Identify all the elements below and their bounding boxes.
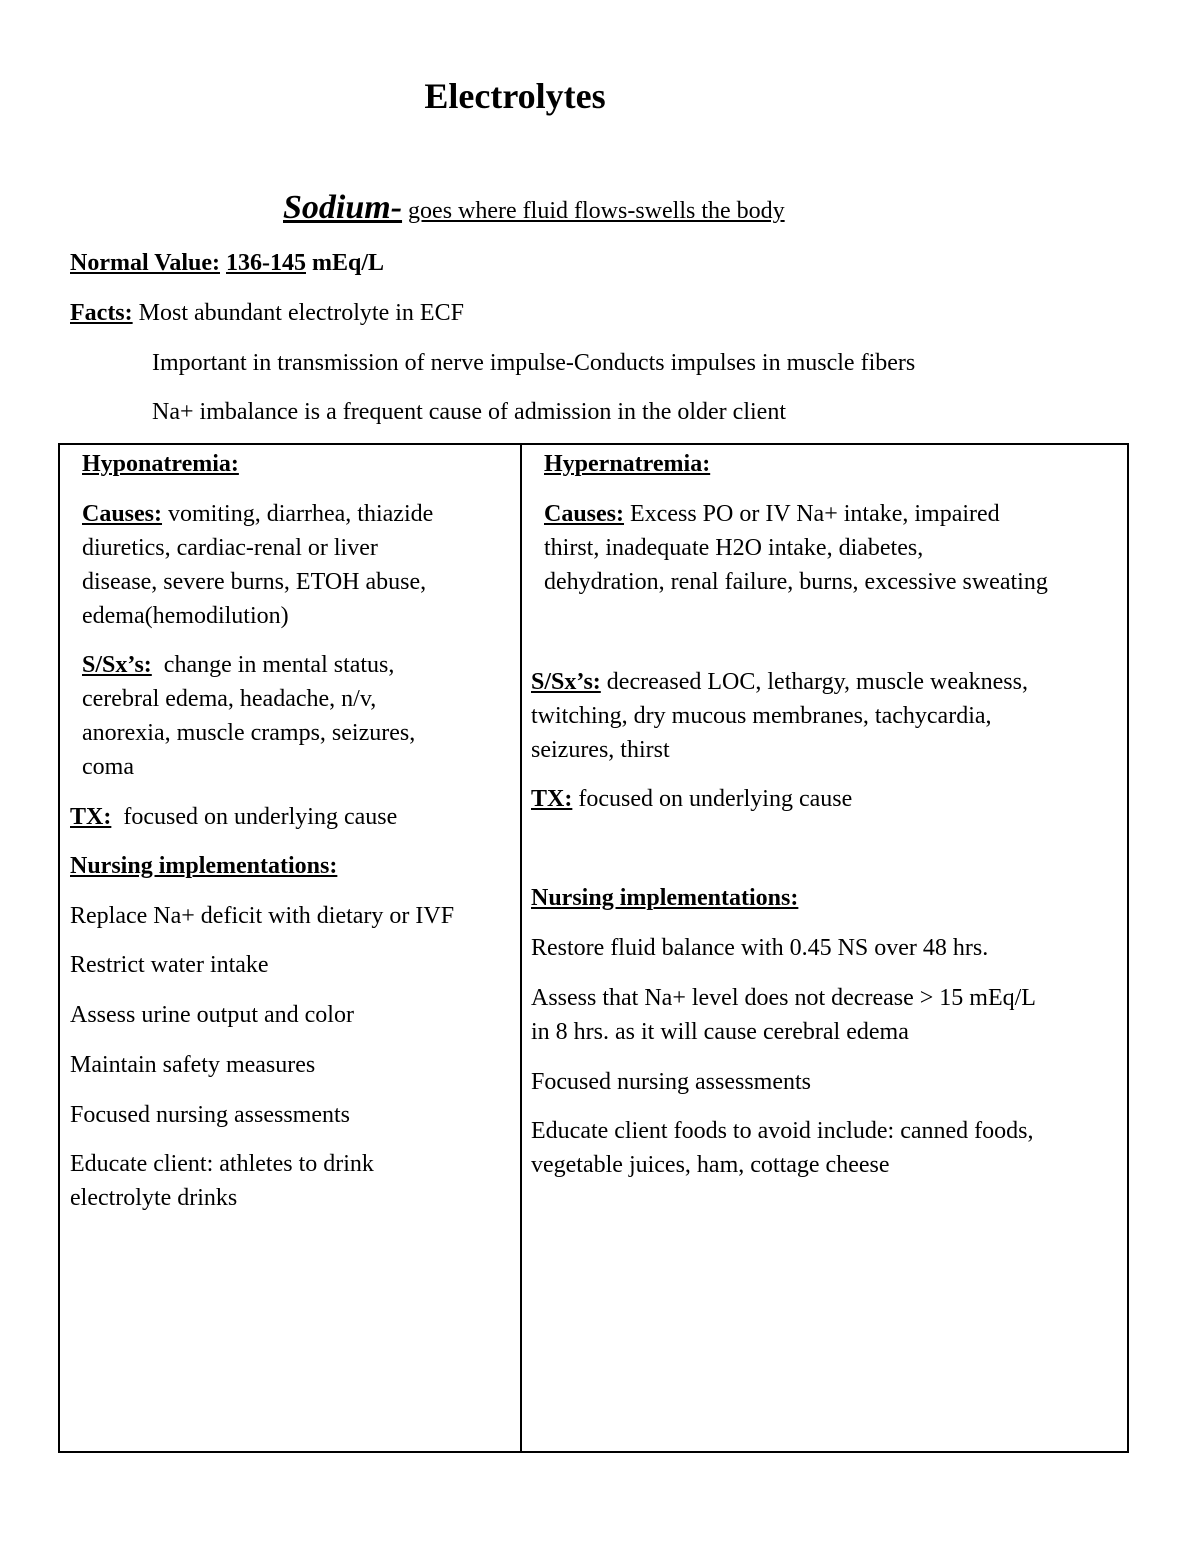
nursing-educate: Educate client: athletes to drink electrolyte drinks bbox=[70, 1151, 374, 1211]
nursing-educate: Educate client foods to avoid include: canned foods, vegetable juices, ham, cottage cheese bbox=[531, 1118, 1034, 1178]
fact-item: Na+ imbalance is a frequent cause of admission in the older client bbox=[152, 399, 786, 425]
hyponatremia-nursing-heading: Nursing implementations: bbox=[70, 853, 338, 879]
hypernatremia-causes: Causes: Excess PO or IV Na+ intake, impaired thirst, inadequate H2O intake, diabetes, dehydration, renal failure, burns, excessive sweating bbox=[544, 501, 1048, 595]
facts-line bbox=[70, 296, 464, 330]
document-title: Electrolytes bbox=[424, 76, 606, 116]
sodium-name: Sodium- bbox=[283, 189, 403, 226]
nursing-item: Focused nursing assessments bbox=[70, 1102, 350, 1128]
hyponatremia-causes: Causes: vomiting, diarrhea, thiazide diuretics, cardiac-renal or liver disease, severe burns, ETOH abuse, edema(hemodilution) bbox=[82, 501, 434, 629]
fact-item: Most abundant electrolyte in ECF bbox=[138, 300, 464, 326]
tx-label: TX: bbox=[531, 786, 573, 812]
nursing-item: Focused nursing assessments bbox=[531, 1069, 811, 1095]
nursing-assess: Assess that Na+ level does not decrease > 15 mEq/L in 8 hrs. as it will cause cerebral edema bbox=[531, 985, 1036, 1045]
sodium-subtitle bbox=[283, 188, 785, 231]
hypernatremia-symptoms: S/Sx’s: decreased LOC, lethargy, muscle weakness, twitching, dry mucous membranes, tachycardia, seizures, thirst bbox=[531, 669, 1028, 763]
sodium-imbalance-table bbox=[58, 443, 1129, 1453]
hyponatremia-symptoms: S/Sx’s: change in mental status, cerebral edema, headache, n/v, anorexia, muscle cramps, seizures, coma bbox=[82, 652, 416, 780]
normal-value-unit: mEq/L bbox=[312, 250, 385, 276]
facts-label: Facts: bbox=[70, 300, 133, 326]
hypernatremia-heading: Hypernatremia: bbox=[544, 451, 711, 477]
tx-label: TX: bbox=[70, 804, 112, 830]
ssx-label: S/Sx’s: bbox=[82, 652, 152, 678]
nursing-item: Replace Na+ deficit with dietary or IVF bbox=[70, 903, 455, 929]
nursing-item: Assess urine output and color bbox=[70, 1002, 354, 1028]
fact-item: Important in transmission of nerve impulse-Conducts impulses in muscle fibers bbox=[152, 350, 916, 376]
normal-value-range: 136-145 bbox=[226, 250, 306, 276]
nursing-item: Restrict water intake bbox=[70, 952, 269, 978]
normal-value-label: Normal Value: bbox=[70, 250, 220, 276]
normal-value-line bbox=[70, 246, 384, 280]
causes-label: Causes: bbox=[82, 501, 163, 527]
ssx-label: S/Sx’s: bbox=[531, 669, 601, 695]
hypernatremia-nursing-heading: Nursing implementations: bbox=[531, 885, 799, 911]
sodium-description: goes where fluid flows-swells the body bbox=[408, 198, 785, 224]
hyponatremia-heading: Hyponatremia: bbox=[82, 451, 239, 477]
nursing-item: Maintain safety measures bbox=[70, 1052, 316, 1078]
column-divider bbox=[520, 445, 522, 1451]
nursing-item: Restore fluid balance with 0.45 NS over 48 hrs. bbox=[531, 935, 989, 961]
causes-label: Causes: bbox=[544, 501, 625, 527]
hypernatremia-treatment: TX: focused on underlying cause bbox=[531, 786, 853, 812]
hyponatremia-treatment: TX: focused on underlying cause bbox=[70, 804, 398, 830]
